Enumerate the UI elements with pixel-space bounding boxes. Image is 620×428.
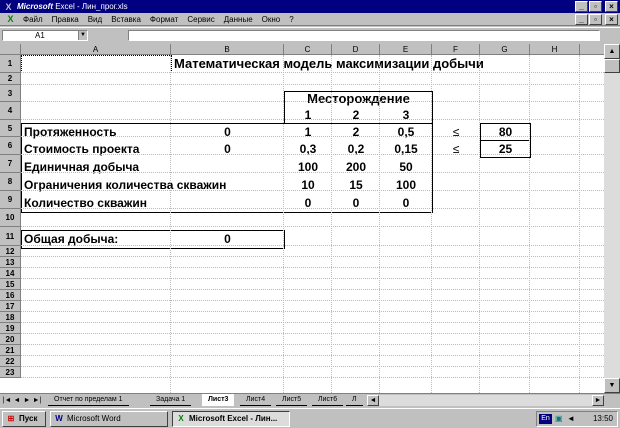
tab-list-truncated[interactable]: Л (346, 394, 363, 406)
vertical-scrollbar[interactable] (604, 44, 620, 393)
gridline (21, 333, 604, 334)
col-header-a[interactable]: A (21, 44, 171, 55)
doc-close-button[interactable]: × (605, 14, 618, 25)
menu-bar (0, 13, 620, 26)
gridline (283, 55, 284, 393)
select-all-corner[interactable] (0, 44, 21, 55)
network-icon[interactable]: ▣ (555, 414, 563, 423)
cell-c7[interactable]: 100 (297, 160, 319, 174)
gridline (21, 101, 604, 102)
row-header-14[interactable]: 14 (0, 268, 21, 279)
gridline (170, 55, 171, 393)
menu-edit[interactable]: Правка (51, 14, 79, 24)
gridline (21, 267, 604, 268)
menu-help[interactable]: ? (289, 14, 294, 24)
first-sheet-button[interactable]: |◄ (2, 397, 12, 404)
row-header-2[interactable]: 2 (0, 73, 21, 85)
gridline (21, 355, 604, 356)
gridline (21, 154, 604, 155)
gridline (431, 55, 432, 393)
row-header-16[interactable]: 16 (0, 290, 21, 301)
cell-a7[interactable]: Единичная добыча (24, 160, 140, 174)
cell-c8[interactable]: 10 (301, 178, 315, 192)
cell-e8[interactable]: 100 (395, 178, 417, 192)
row-header-22[interactable]: 22 (0, 356, 21, 367)
cell-b5[interactable]: 0 (224, 125, 231, 139)
sheet-title[interactable]: Математическая модель максимизации добычи (174, 56, 484, 71)
tab-list4[interactable]: Лист4 (240, 394, 271, 406)
cell-a11[interactable]: Общая добыча: (24, 232, 119, 246)
formula-bar (0, 27, 620, 42)
cell-b6[interactable]: 0 (224, 142, 231, 156)
row-header-20[interactable]: 20 (0, 334, 21, 345)
cell-d6[interactable]: 0,2 (347, 142, 365, 156)
gridline (21, 344, 604, 345)
menu-window[interactable]: Окно (261, 14, 281, 24)
gridline (21, 311, 604, 312)
workbook-icon[interactable]: X (7, 13, 14, 24)
menu-insert[interactable]: Вставка (111, 14, 141, 24)
gridline (21, 256, 604, 257)
restore-button[interactable]: ▫ (589, 1, 602, 12)
gridline (21, 172, 604, 173)
taskbar (0, 408, 620, 428)
start-label: Пуск (19, 414, 38, 423)
gridline (21, 366, 604, 367)
scroll-thumb[interactable] (604, 59, 620, 73)
scroll-up-button[interactable]: ▲ (604, 44, 620, 59)
gridline (21, 289, 604, 290)
gridline (379, 55, 380, 393)
cell-g6[interactable]: 25 (498, 142, 513, 156)
scroll-left-button[interactable]: ◄ (367, 395, 379, 406)
excel-icon[interactable]: X (3, 2, 14, 12)
tab-report[interactable]: Отчет по пределам 1 (48, 394, 129, 406)
tab-list3[interactable]: Лист3 (202, 394, 234, 406)
tab-list5[interactable]: Лист5 (276, 394, 307, 406)
taskbar-excel-label: Microsoft Excel - Лин... (189, 414, 278, 423)
cell-d8[interactable]: 15 (349, 178, 363, 192)
row-header-11[interactable]: 11 (0, 227, 21, 246)
cell-c9[interactable]: 0 (304, 196, 312, 210)
taskbar-excel[interactable] (172, 411, 290, 427)
gridline (21, 72, 604, 73)
cell-e4[interactable]: 3 (402, 108, 410, 122)
name-box-value: A1 (35, 31, 45, 40)
row-header-18[interactable]: 18 (0, 312, 21, 323)
window-title: Microsoft Excel - Лин_прог.xls (17, 2, 128, 11)
row-header-5[interactable]: 5 (0, 120, 21, 137)
cell-a5[interactable]: Протяженность (24, 125, 117, 139)
volume-icon[interactable]: ◄ (567, 414, 575, 423)
row-header-10[interactable]: 10 (0, 209, 21, 227)
cell-c5[interactable]: 1 (304, 125, 312, 139)
col-header-d[interactable]: D (332, 44, 380, 55)
last-sheet-button[interactable]: ►| (32, 397, 42, 404)
tab-list6[interactable]: Лист6 (312, 394, 343, 406)
cell-d9[interactable]: 0 (352, 196, 360, 210)
cell-d5[interactable]: 2 (352, 125, 360, 139)
system-tray (536, 411, 618, 427)
row-header-15[interactable]: 15 (0, 279, 21, 290)
cell-f5[interactable]: ≤ (452, 125, 460, 139)
chevron-down-icon[interactable]: ▼ (78, 31, 87, 40)
gridline (579, 55, 580, 393)
cell-e5[interactable]: 0,5 (397, 125, 415, 139)
menu-format[interactable]: Формат (149, 14, 179, 24)
menu-data[interactable]: Данные (223, 14, 253, 24)
cell-c4[interactable]: 1 (304, 108, 312, 122)
minimize-button[interactable]: _ (575, 1, 588, 12)
doc-restore-button[interactable]: ▫ (589, 14, 602, 25)
row-header-23[interactable]: 23 (0, 367, 21, 378)
next-sheet-button[interactable]: ► (23, 397, 31, 404)
row-header-4[interactable]: 4 (0, 102, 21, 120)
doc-minimize-button[interactable]: _ (575, 14, 588, 25)
gridline (21, 208, 604, 209)
row-header-3[interactable]: 3 (0, 85, 21, 102)
cell-f6[interactable]: ≤ (452, 142, 460, 156)
cell-d7[interactable]: 200 (345, 160, 367, 174)
gridline (21, 226, 604, 227)
menu-file[interactable]: Файл (23, 14, 43, 24)
active-cell[interactable] (21, 55, 172, 73)
sheet-tabs-bar (0, 393, 620, 407)
row-header-1[interactable]: 1 (0, 55, 21, 73)
row-header-9[interactable]: 9 (0, 191, 21, 209)
cell-a8[interactable]: Ограничения количества скважин (24, 178, 227, 192)
col-header-e[interactable]: E (380, 44, 432, 55)
clock[interactable]: 13:50 (592, 414, 613, 423)
excel-task-icon: X (178, 414, 184, 423)
language-indicator[interactable]: En (539, 414, 552, 424)
gridline (331, 55, 332, 393)
gridline (21, 190, 604, 191)
title-bar (0, 0, 620, 13)
col-header-g[interactable]: G (480, 44, 530, 55)
gridline (21, 300, 604, 301)
close-button[interactable]: × (605, 1, 618, 12)
col-header-f[interactable]: F (432, 44, 480, 55)
gridline (21, 322, 604, 323)
cell-b11[interactable]: 0 (224, 232, 231, 246)
tab-task1[interactable]: Задача 1 (150, 394, 191, 406)
col-header-h[interactable]: H (530, 44, 580, 55)
prev-sheet-button[interactable]: ◄ (13, 397, 21, 404)
gridline (21, 84, 604, 85)
col-header-b[interactable]: B (171, 44, 284, 55)
windows-logo-icon: ⊞ (7, 414, 15, 423)
row-header-7[interactable]: 7 (0, 155, 21, 173)
formula-input[interactable] (128, 30, 600, 41)
gridline (21, 278, 604, 279)
row-header-6[interactable]: 6 (0, 137, 21, 155)
col-header-i (580, 44, 604, 55)
deposit-header[interactable]: Месторождение (307, 91, 410, 106)
row-header-19[interactable]: 19 (0, 323, 21, 334)
cell-e9[interactable]: 0 (402, 196, 410, 210)
gridline (529, 55, 530, 393)
row-header-17[interactable]: 17 (0, 301, 21, 312)
taskbar-word-label: Microsoft Word (67, 414, 121, 423)
name-box[interactable] (2, 30, 88, 41)
gridline (21, 377, 604, 378)
cell-a6[interactable]: Стоимость проекта (24, 142, 140, 156)
cell-d4[interactable]: 2 (352, 108, 360, 122)
horizontal-scrollbar[interactable] (367, 395, 604, 406)
cell-a9[interactable]: Количество скважин (24, 196, 147, 210)
scroll-right-button[interactable]: ► (592, 395, 604, 406)
cell-e7[interactable]: 50 (399, 160, 413, 174)
gridline (479, 55, 480, 393)
col-header-c[interactable]: C (284, 44, 332, 55)
row-header-12[interactable]: 12 (0, 246, 21, 257)
gridline (21, 245, 604, 246)
row-header-21[interactable]: 21 (0, 345, 21, 356)
cell-c6[interactable]: 0,3 (299, 142, 317, 156)
gridline (21, 136, 604, 137)
word-icon: W (55, 414, 63, 423)
gridline (21, 119, 604, 120)
taskbar-word[interactable] (50, 411, 168, 427)
menu-view[interactable]: Вид (87, 14, 103, 24)
menu-tools[interactable]: Сервис (187, 14, 215, 24)
worksheet-grid[interactable] (0, 44, 604, 393)
row-header-8[interactable]: 8 (0, 173, 21, 191)
cell-g5[interactable]: 80 (498, 125, 513, 139)
start-button[interactable] (2, 411, 46, 427)
cell-e6[interactable]: 0,15 (394, 142, 418, 156)
scroll-down-button[interactable]: ▼ (604, 378, 620, 393)
row-header-13[interactable]: 13 (0, 257, 21, 268)
